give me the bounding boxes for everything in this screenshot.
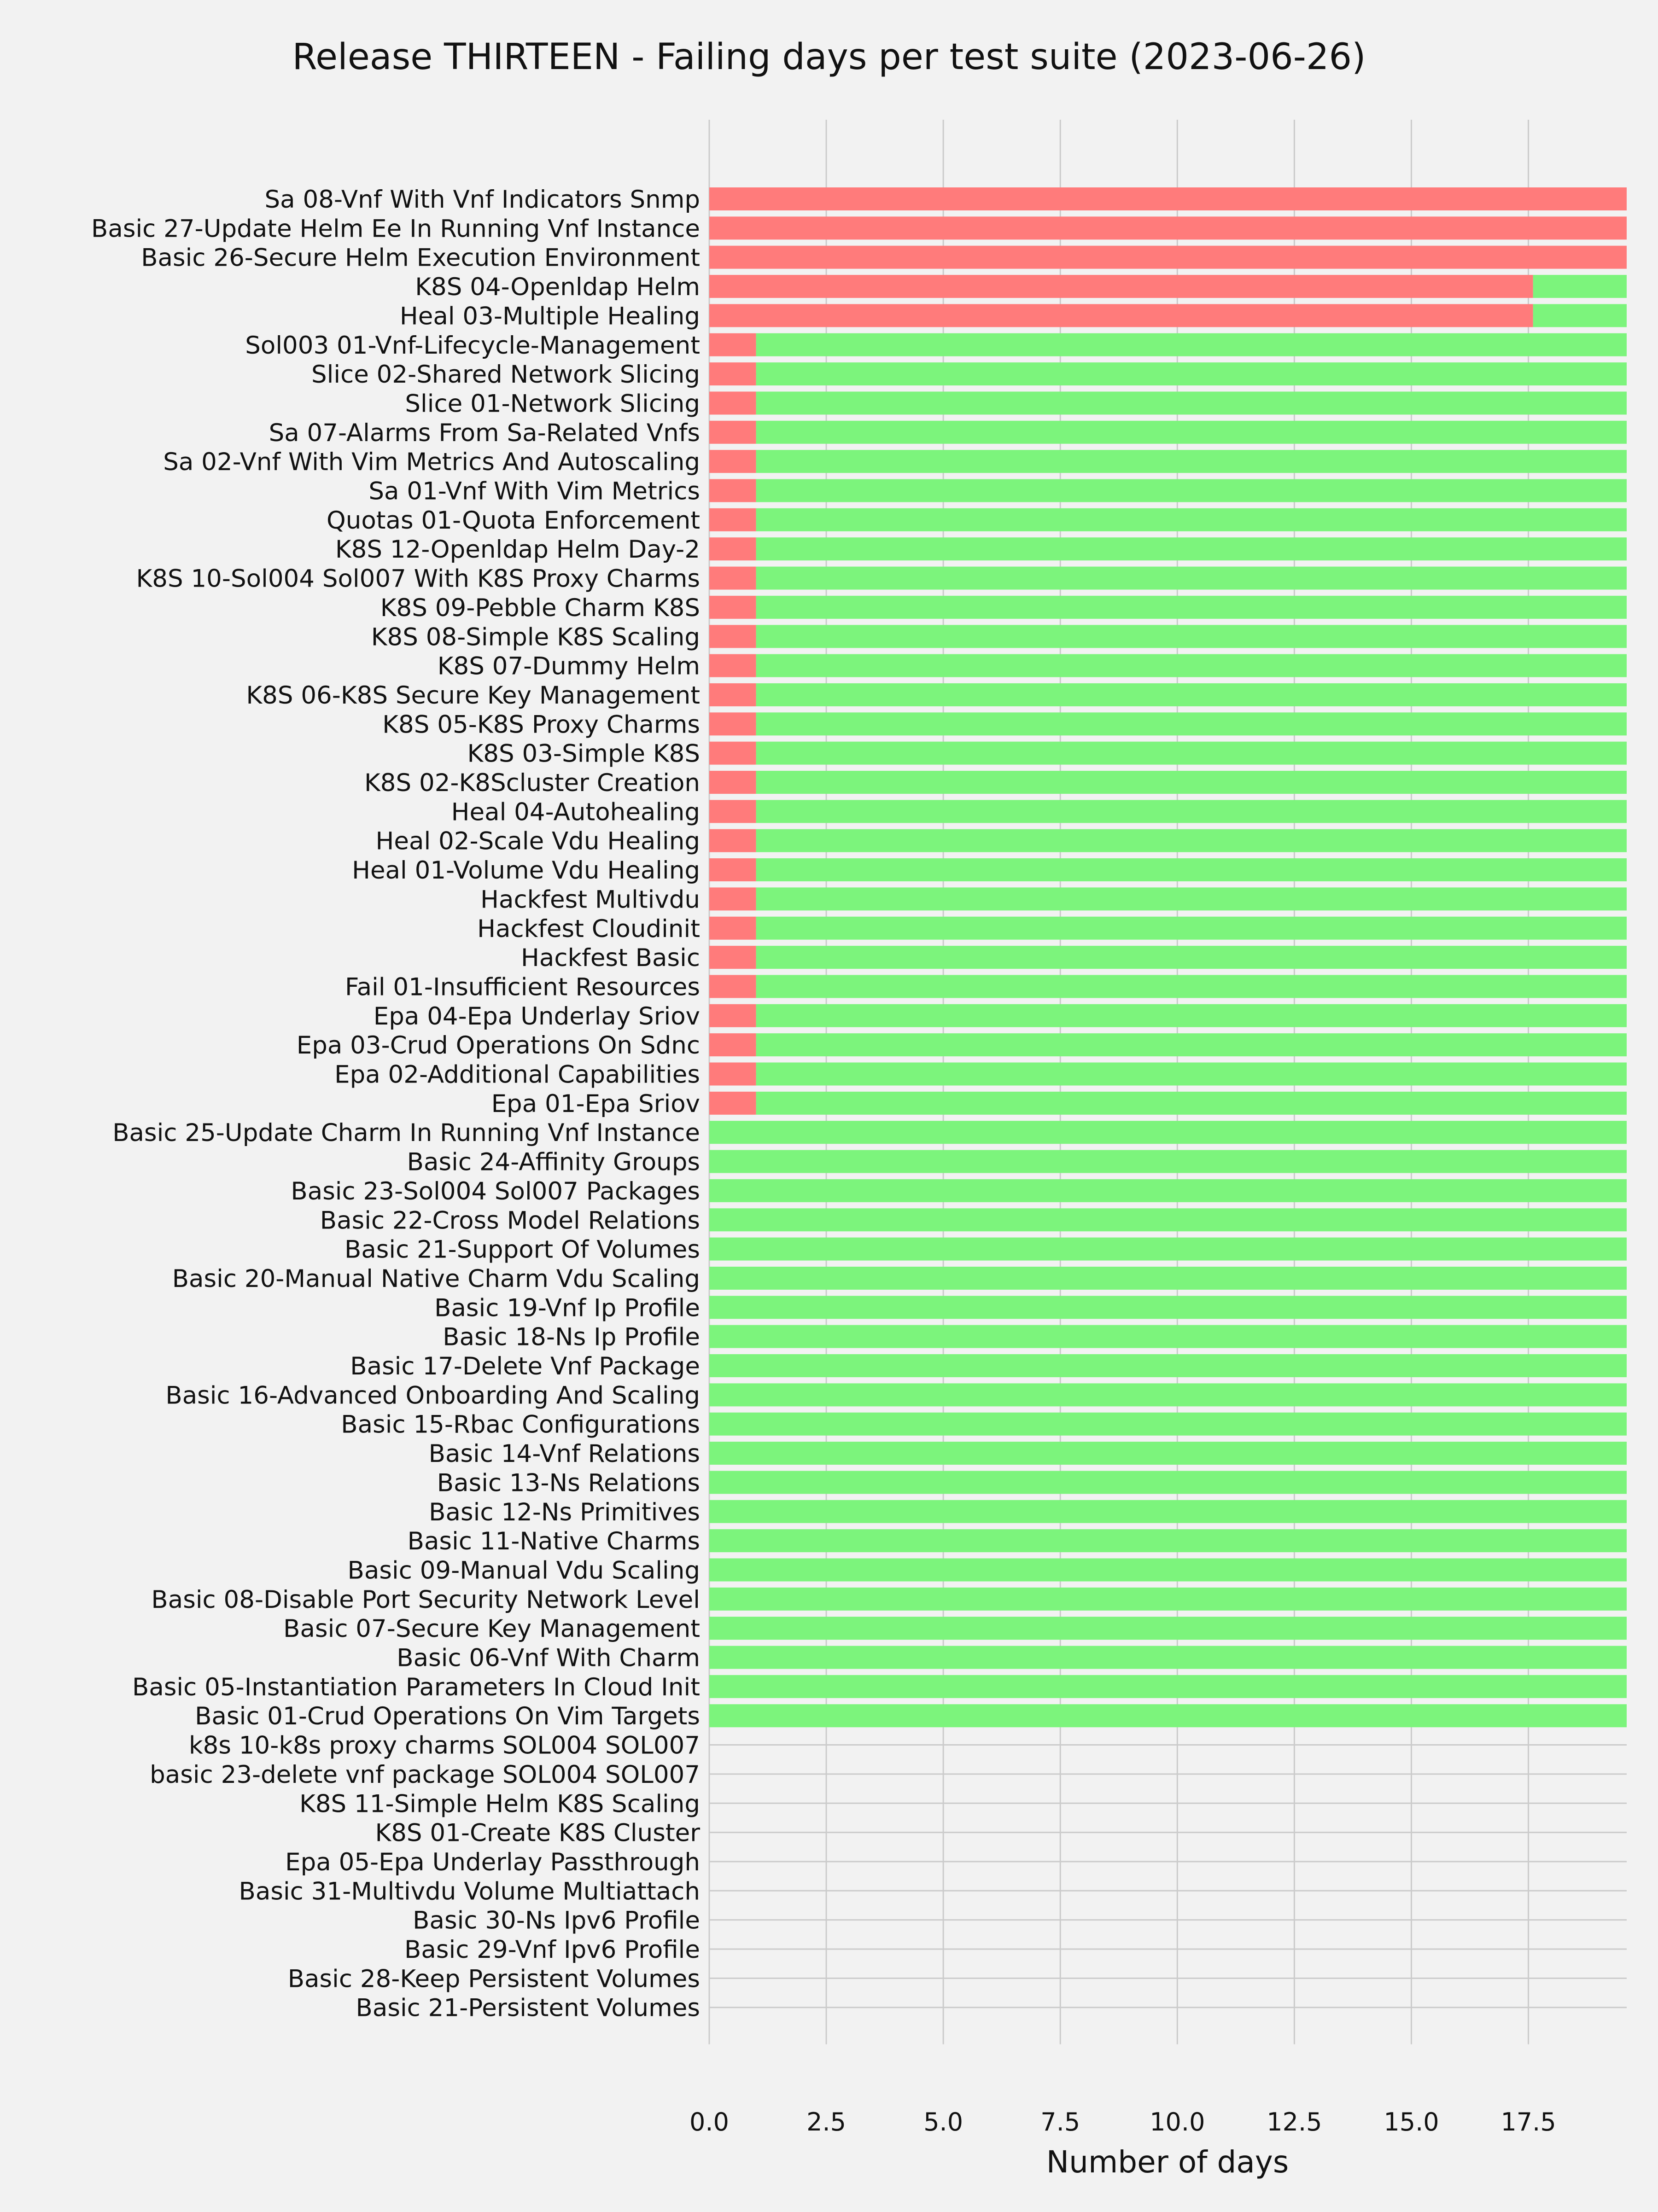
bar-passing (756, 975, 1627, 998)
y-tick-label: Epa 03-Crud Operations On Sdnc (296, 1031, 700, 1060)
bar-failing (709, 975, 756, 998)
bar-failing (709, 683, 756, 706)
bar-passing (756, 829, 1627, 852)
bar-failing (709, 771, 756, 794)
y-tick-label: Basic 14-Vnf Relations (428, 1440, 700, 1468)
bar-failing (709, 1092, 756, 1115)
bar-passing (756, 683, 1627, 706)
bar-passing (709, 1150, 1627, 1173)
bar-passing (709, 1238, 1627, 1261)
bar-failing (709, 1063, 756, 1086)
bar-passing (756, 362, 1627, 385)
bar-passing (709, 1208, 1627, 1231)
bar-passing (756, 567, 1627, 590)
bar-failing (709, 508, 756, 531)
bar-failing (709, 1033, 756, 1056)
y-tick-label: k8s 10-k8s proxy charms SOL004 SOL007 (188, 1731, 700, 1760)
bar-failing (709, 1004, 756, 1027)
y-tick-label: K8S 10-Sol004 Sol007 With K8S Proxy Charms (136, 565, 700, 593)
y-tick-label: Hackfest Cloudinit (477, 914, 700, 943)
bar-failing (709, 450, 756, 473)
y-tick-label: K8S 12-Openldap Helm Day-2 (335, 536, 700, 564)
bar-passing (756, 800, 1627, 823)
bar-passing (756, 450, 1627, 473)
y-tick-label: Fail 01-Insufficient Resources (345, 973, 700, 1001)
bar-passing (709, 1529, 1627, 1552)
y-tick-label: Basic 18-Ns Ip Profile (443, 1323, 700, 1351)
bar-passing (709, 1646, 1627, 1669)
bar-passing (709, 1675, 1627, 1698)
y-tick-label: Basic 21-Persistent Volumes (356, 1994, 700, 2022)
x-tick-label: 10.0 (1150, 2107, 1205, 2136)
bar-passing (756, 1033, 1627, 1056)
y-tick-label: Basic 26-Secure Helm Execution Environment (141, 244, 700, 272)
bar-failing (709, 187, 1627, 210)
y-tick-label: Basic 31-Multivdu Volume Multiattach (239, 1877, 700, 1906)
bar-passing (709, 1617, 1627, 1640)
y-tick-label: Basic 24-Affinity Groups (407, 1148, 700, 1176)
y-tick-label: Slice 02-Shared Network Slicing (311, 361, 700, 389)
y-tick-labels (91, 186, 700, 2022)
bar-passing (756, 887, 1627, 910)
bar-passing (756, 333, 1627, 356)
bar-passing (756, 537, 1627, 560)
x-tick-labels (689, 2107, 1556, 2136)
y-tick-label: K8S 02-K8Scluster Creation (364, 769, 700, 797)
y-tick-label: Sa 07-Alarms From Sa-Related Vnfs (269, 419, 700, 447)
y-tick-label: Basic 22-Cross Model Relations (320, 1206, 700, 1235)
bar-passing (709, 1179, 1627, 1202)
x-tick-label: 5.0 (923, 2107, 963, 2136)
bar-failing (709, 479, 756, 502)
bar-failing (709, 712, 756, 735)
y-tick-label: Basic 20-Manual Native Charm Vdu Scaling (172, 1264, 700, 1293)
y-tick-label: Slice 01-Network Slicing (405, 390, 700, 418)
bar-failing (709, 216, 1627, 239)
bar-failing (709, 391, 756, 414)
y-tick-label: Basic 29-Vnf Ipv6 Profile (404, 1936, 700, 1964)
y-tick-label: K8S 11-Simple Helm K8S Scaling (299, 1790, 700, 1818)
y-tick-label: Basic 01-Crud Operations On Vim Targets (195, 1702, 700, 1731)
y-tick-label: K8S 01-Create K8S Cluster (375, 1819, 700, 1847)
bar-failing (709, 537, 756, 560)
chart-title: Release THIRTEEN - Failing days per test suite (2023-06-26) (292, 36, 1366, 78)
bar-passing (709, 1500, 1627, 1523)
bar-failing (709, 946, 756, 969)
y-tick-label: Basic 05-Instantiation Parameters In Cloud Init (132, 1673, 700, 1701)
y-tick-label: Sa 01-Vnf With Vim Metrics (368, 477, 700, 506)
bar-passing (709, 1471, 1627, 1494)
x-tick-label: 7.5 (1040, 2107, 1080, 2136)
y-tick-label: Basic 23-Sol004 Sol007 Packages (291, 1177, 700, 1205)
y-tick-label: Basic 11-Native Charms (407, 1527, 700, 1556)
y-tick-label: Basic 13-Ns Relations (437, 1469, 700, 1497)
bar-passing (709, 1413, 1627, 1436)
bars (709, 187, 1627, 1727)
bar-passing (1533, 275, 1627, 298)
bar-passing (709, 1325, 1627, 1348)
y-tick-label: Hackfest Basic (521, 944, 700, 972)
y-tick-label: Basic 28-Keep Persistent Volumes (287, 1965, 700, 1993)
y-tick-label: K8S 07-Dummy Helm (437, 652, 700, 681)
bar-passing (709, 1296, 1627, 1319)
y-tick-label: K8S 03-Simple K8S (467, 739, 700, 768)
y-tick-label: Heal 04-Autohealing (451, 798, 700, 827)
y-tick-label: K8S 04-Openldap Helm (415, 273, 700, 302)
bar-failing (709, 742, 756, 765)
y-tick-label: Epa 02-Additional Capabilities (334, 1060, 700, 1089)
y-tick-label: Basic 07-Secure Key Management (283, 1615, 700, 1643)
bar-passing (756, 946, 1627, 969)
bar-failing (709, 917, 756, 940)
bar-failing (709, 625, 756, 648)
bar-failing (709, 654, 756, 677)
y-tick-label: Basic 27-Update Helm Ee In Running Vnf Instance (91, 215, 700, 243)
y-tick-label: Basic 19-Vnf Ip Profile (434, 1294, 700, 1322)
y-tick-label: Heal 02-Scale Vdu Healing (375, 827, 700, 856)
y-tick-label: K8S 06-K8S Secure Key Management (246, 681, 700, 710)
bar-passing (756, 421, 1627, 444)
bar-passing (709, 1121, 1627, 1144)
y-tick-label: Basic 21-Support Of Volumes (344, 1235, 700, 1264)
x-tick-label: 12.5 (1267, 2107, 1322, 2136)
bar-passing (756, 771, 1627, 794)
y-tick-label: basic 23-delete vnf package SOL004 SOL007 (150, 1760, 700, 1789)
y-tick-label: Basic 12-Ns Primitives (429, 1498, 700, 1526)
y-tick-label: Quotas 01-Quota Enforcement (327, 506, 700, 535)
y-tick-label: K8S 08-Simple K8S Scaling (371, 623, 700, 652)
y-tick-label: Basic 15-Rbac Configurations (341, 1410, 700, 1439)
y-tick-label: Epa 05-Epa Underlay Passthrough (285, 1848, 700, 1876)
y-tick-label: Basic 16-Advanced Onboarding And Scaling (165, 1381, 700, 1410)
bar-passing (756, 712, 1627, 735)
bar-failing (709, 246, 1627, 269)
bar-passing (756, 596, 1627, 619)
y-tick-label: Basic 09-Manual Vdu Scaling (347, 1556, 700, 1585)
bar-passing (709, 1354, 1627, 1377)
bar-passing (756, 1063, 1627, 1086)
x-tick-label: 17.5 (1500, 2107, 1556, 2136)
bar-passing (709, 1383, 1627, 1406)
x-tick-label: 0.0 (689, 2107, 729, 2136)
y-tick-label: Epa 01-Epa Sriov (491, 1089, 700, 1118)
bar-failing (709, 596, 756, 619)
y-tick-label: Epa 04-Epa Underlay Sriov (373, 1002, 700, 1030)
bar-passing (756, 1092, 1627, 1115)
bar-passing (709, 1588, 1627, 1611)
y-tick-label: Sa 02-Vnf With Vim Metrics And Autoscaling (163, 448, 700, 477)
y-tick-label: Basic 30-Ns Ipv6 Profile (413, 1906, 700, 1935)
bar-failing (709, 333, 756, 356)
bar-passing (709, 1442, 1627, 1465)
x-tick-label: 2.5 (806, 2107, 847, 2136)
y-tick-label: Sol003 01-Vnf-Lifecycle-Management (245, 331, 700, 360)
y-tick-label: Basic 25-Update Charm In Running Vnf Instance (112, 1119, 700, 1147)
y-tick-label: K8S 09-Pebble Charm K8S (380, 594, 700, 622)
y-tick-label: Basic 06-Vnf With Charm (397, 1644, 700, 1672)
bar-passing (709, 1267, 1627, 1290)
bar-passing (709, 1558, 1627, 1581)
bar-failing (709, 421, 756, 444)
bar-passing (756, 508, 1627, 531)
bar-passing (756, 742, 1627, 765)
bar-failing (709, 829, 756, 852)
x-axis-label: Number of days (1046, 2144, 1289, 2180)
y-tick-label: Hackfest Multivdu (480, 885, 700, 914)
y-tick-label: K8S 05-K8S Proxy Charms (382, 710, 700, 739)
bar-passing (756, 479, 1627, 502)
bar-passing (709, 1704, 1627, 1727)
bar-passing (756, 1004, 1627, 1027)
bar-passing (756, 858, 1627, 881)
bar-passing (756, 654, 1627, 677)
bar-failing (709, 858, 756, 881)
bar-passing (756, 917, 1627, 940)
bar-failing (709, 887, 756, 910)
y-tick-label: Heal 03-Multiple Healing (399, 302, 700, 331)
bar-failing (709, 275, 1533, 298)
y-tick-label: Heal 01-Volume Vdu Healing (352, 856, 700, 885)
y-tick-label: Basic 08-Disable Port Security Network Level (151, 1585, 700, 1614)
y-tick-label: Sa 08-Vnf With Vnf Indicators Snmp (264, 186, 700, 214)
bar-passing (756, 625, 1627, 648)
bar-failing (709, 304, 1533, 327)
bar-passing (1533, 304, 1627, 327)
bar-failing (709, 800, 756, 823)
bar-failing (709, 567, 756, 590)
bar-passing (756, 391, 1627, 414)
bar-failing (709, 362, 756, 385)
y-tick-label: Basic 17-Delete Vnf Package (350, 1352, 700, 1380)
x-tick-label: 15.0 (1384, 2107, 1439, 2136)
